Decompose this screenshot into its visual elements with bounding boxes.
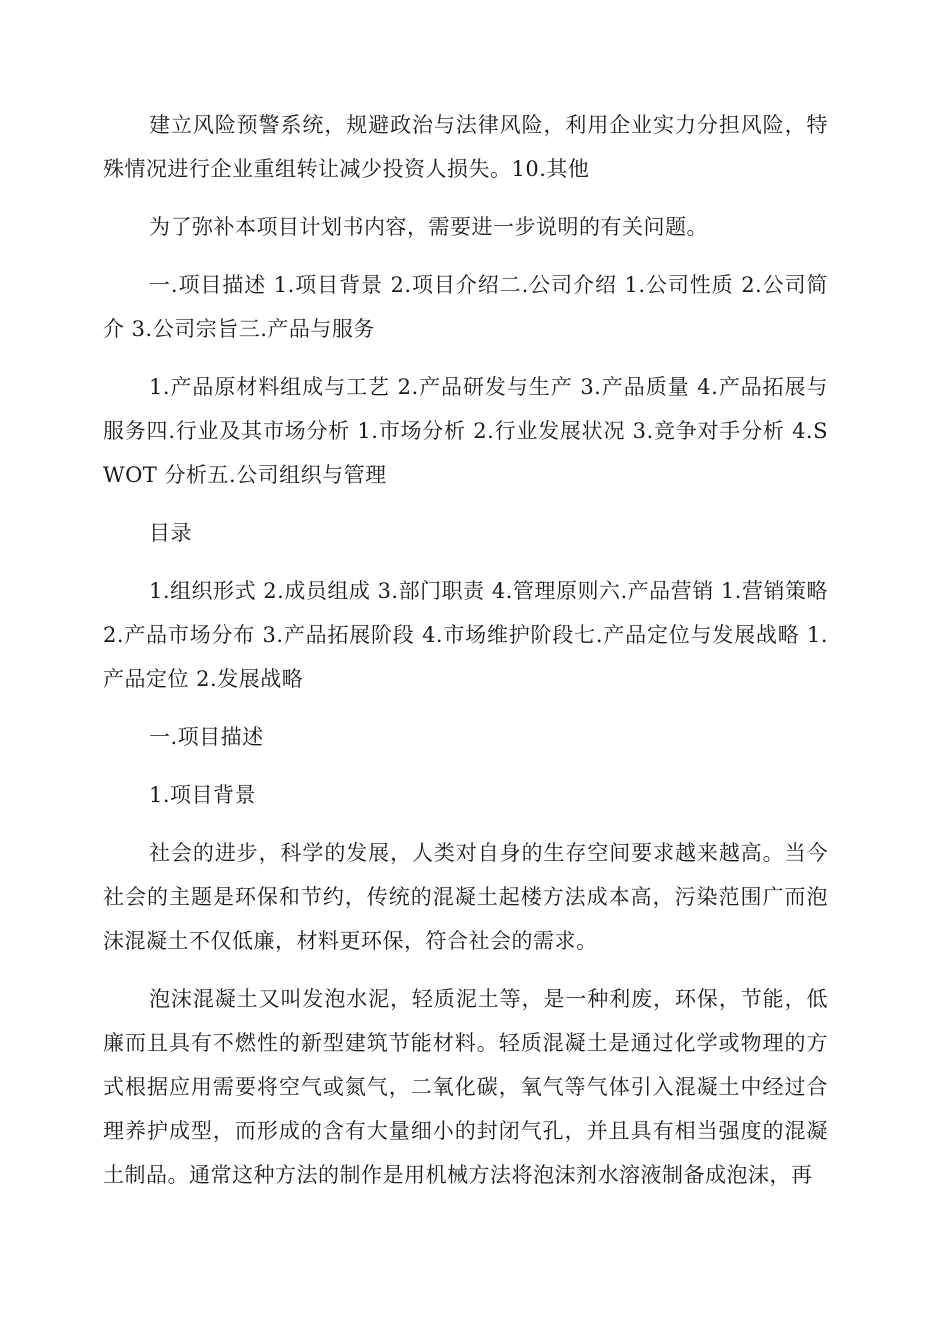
paragraph-outline-1: 一.项目描述 1.项目背景 2.项目介绍二.公司介绍 1.公司性质 2.公司简介 3.公司宗旨三.产品与服务 — [103, 273, 828, 341]
paragraph-toc-heading: 目录 — [149, 521, 192, 545]
paragraph-supplement-note: 为了弥补本项目计划书内容，需要进一步说明的有关问题。 — [149, 215, 708, 239]
section-heading-project-background: 1.项目背景 — [149, 783, 257, 807]
document-body — [103, 103, 828, 1211]
paragraph-risk-warning: 建立风险预警系统，规避政治与法律风险，利用企业实力分担风险，特殊情况进行企业重组转让减少投资人损失。10.其他 — [103, 113, 828, 181]
paragraph-outline-3: 1.组织形式 2.成员组成 3.部门职责 4.管理原则六.产品营销 1.营销策略 2.产品市场分布 3.产品拓展阶段 4.市场维护阶段七.产品定位与发展战略 1.产品定位 2.发展战略 — [103, 579, 828, 691]
paragraph-outline-2: 1.产品原材料组成与工艺 2.产品研发与生产 3.产品质量 4.产品拓展与服务四.行业及其市场分析 1.市场分析 2.行业发展状况 3.竞争对手分析 4.SWOT 分析五.公司组织与管理 — [103, 375, 828, 487]
paragraph-foam-concrete-body: 泡沫混凝土又叫发泡水泥，轻质泥土等，是一种利废，环保，节能，低廉而且具有不燃性的新型建筑节能材料。轻质混凝土是通过化学或物理的方式根据应用需要将空气或氮气，二氧化碳，氧气等气体引入混凝土中经过合理养护成型，而形成的含有大量细小的封闭气孔，并且具有相当强度的混凝土制品。通常这种方法的制作是用机械方法将泡沫剂水溶液制备成泡沫，再 — [103, 987, 828, 1187]
section-heading-project-description: 一.项目描述 — [149, 725, 264, 749]
paragraph-background-body: 社会的进步，科学的发展，人类对自身的生存空间要求越来越高。当今社会的主题是环保和节约，传统的混凝土起楼方法成本高，污染范围广而泡沫混凝土不仅低廉，材料更环保，符合社会的需求。 — [103, 841, 828, 953]
